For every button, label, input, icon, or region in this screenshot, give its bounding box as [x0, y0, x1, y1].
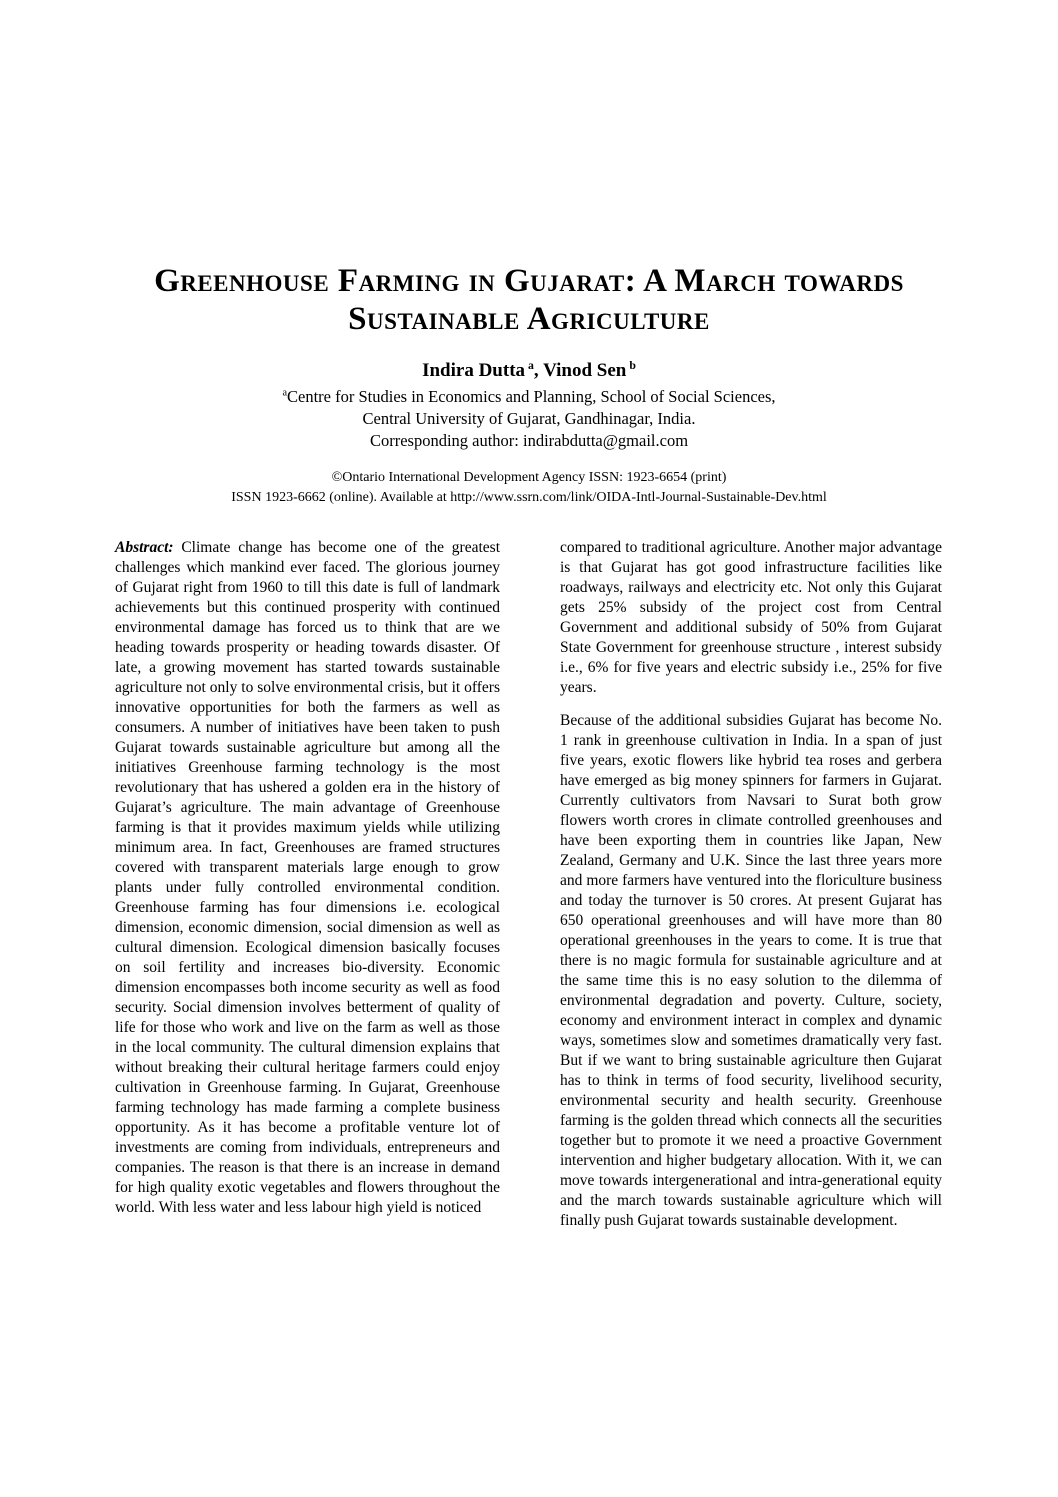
- affiliation-line-2: Central University of Gujarat, Gandhinagar, India.: [362, 409, 696, 428]
- left-column: [115, 538, 500, 1244]
- paper-title: [0, 0, 1058, 338]
- authors-line: [0, 359, 1058, 382]
- abstract-label: Abstract:: [115, 539, 174, 556]
- abstract-text: Climate change has become one of the greatest challenges which mankind ever faced. The glorious journey of Gujarat right from 1960 to till this date is full of landmark achievements but this continued prosperity with continued environmental damage has forced us to think that are we heading towards prosperity or heading towards disaster. Of late, a growing movement has started towards sustainable agriculture not only to solve environmental crisis, but it offers innovative opportunities for both the farmers as well as consumers. A number of initiatives have been taken to push Gujarat towards sustainable agriculture but among all the initiatives Greenhouse farming technology is the most revolutionary that has ushered a golden era in the history of Gujarat’s agriculture. The main advantage of Greenhouse farming is that it provides maximum yields while utilizing minimum area. In fact, Greenhouses are framed structures covered with transparent materials large enough to grow plants under fully controlled environmental condition. Greenhouse farming has four dimensions i.e. ecological dimension, economic dimension, social dimension as well as cultural dimension. Ecological dimension basically focuses on soil fertility and increases bio-diversity. Economic dimension encompasses both income security as well as food security. Social dimension involves betterment of quality of life for those who work and live on the farm as well as those in the local community. The cultural dimension explains that without breaking their cultural heritage farmers could enjoy cultivation in Greenhouse farming. In Gujarat, Greenhouse farming technology has made farming a complete business opportunity. As it has become a profitable venture lot of investments are coming from individuals, entrepreneurs and companies. The reason is that there is an increase in demand for high quality exotic vegetables and flowers throughout the world. With less water and less labour high yield is noticed: [115, 539, 500, 1216]
- issn-print-line: ©Ontario International Development Agency ISSN: 1923-6654 (print): [331, 470, 727, 485]
- two-column-body: [0, 538, 1058, 1244]
- authors-separator: ,: [533, 360, 544, 381]
- paper-title-line-1: Greenhouse Farming in Gujarat: A March towards: [154, 263, 904, 299]
- body-paragraph-1: compared to traditional agriculture. Another major advantage is that Gujarat has got good infrastructure facilities like roadways, railways and electricity etc. Not only this Gujarat gets 25% subsidy of the project cost from Central Government and additional subsidy of 50% from Gujarat State Government for greenhouse structure , interest subsidy i.e., 6% for five years and electric subsidy i.e., 25% for five years.: [560, 539, 942, 696]
- issn-block: [0, 468, 1058, 508]
- author-superscript-b: b: [629, 358, 636, 372]
- affiliation-block: [0, 386, 1058, 452]
- affiliation-superscript-a: a: [282, 387, 288, 399]
- abstract-paragraph: [115, 538, 500, 1218]
- body-paragraph-2: Because of the additional subsidies Gujarat has become No. 1 rank in greenhouse cultivation in India. In a span of just five years, exotic flowers like hybrid tea roses and gerbera have emerged as big money spinners for farmers in Gujarat. Currently cultivators from Navsari to Surat both grow flowers worth crores in climate controlled greenhouses and have been exporting them in countries like Japan, New Zealand, Germany and U.K. Since the last three years more and more farmers have ventured into the floriculture business and today the turnover is 50 crores. At present Gujarat has 650 operational greenhouses and will have more than 80 operational greenhouses in the years to come. It is true that there is no magic formula for sustainable agriculture and at the same time this is no easy solution to the dilemma of environmental degradation and poverty. Culture, society, economy and environment interact in complex and dynamic ways, sometimes slow and sometimes dramatically very fast. But if we want to bring sustainable agriculture then Gujarat has to think in terms of food security, livelihood security, environmental security and health security. Greenhouse farming is the golden thread which connects all the securities together but to promote it we need a proactive Government intervention and higher budgetary allocation. With it, we can move towards intergenerational and intra-generational equity and the march towards sustainable agriculture which will finally push Gujarat towards sustainable development.: [560, 712, 942, 1229]
- author-name-2: Vinod Sen: [543, 360, 627, 381]
- paper-title-line-2: Sustainable Agriculture: [348, 301, 710, 337]
- author-superscript-a: a: [528, 358, 534, 372]
- right-column: [560, 538, 942, 1244]
- corresponding-author-line: Corresponding author: indirabdutta@gmail.com: [369, 431, 689, 450]
- affiliation-line-1: $^a$Centre for Studies in Economics and Planning, School of Social Sciences,: [282, 387, 776, 406]
- issn-online-line: ISSN 1923-6662 (online). Available at http://www.ssrn.com/link/OIDA-Intl-Journal-Sustainable-Dev.html: [231, 490, 827, 505]
- author-name-1: Indira Dutta: [422, 360, 526, 381]
